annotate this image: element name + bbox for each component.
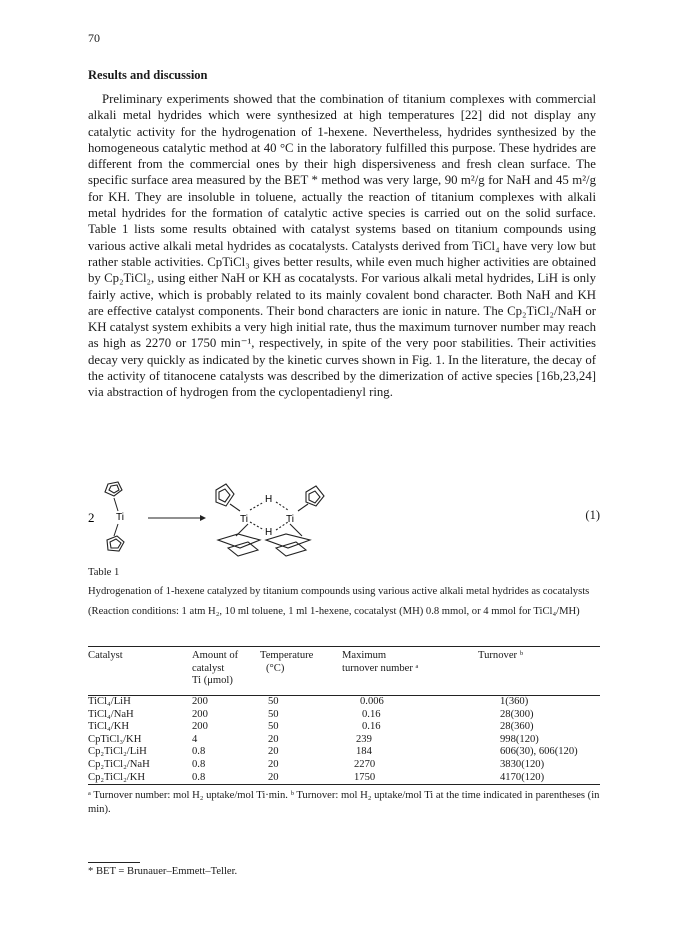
table-row [88,759,600,772]
paragraph: Preliminary experiments showed that the combination of titanium complexes with commercial alkali metal hydrides which were synthesized at high temperatures [22] did not display any catalytic activity for the hydrogenation of 1-hexene. Nevertheless, hydrides synthesized by the homogeneous catalytic method at 40 °C in the laboratory fulfilled this purpose. These hydrides are different from the commercial ones by their high dispersiveness and fresh clean surface. The specific surface area measured by the BET * method was very large, 90 m²/g for NaH and 45 m²/g for KH. They are insoluble in toluene, actually the reaction of titanium complexes with alkali metal hydrides for the formation of catalytic active species is carried out on the solid surface. Table 1 lists some results obtained with catalyst systems based on titanium compounds using various active alkali metal hydrides as cocatalysts. Catalysts derived from TiCl₄ have very low but rather stable activities. CpTiCl₃ gives better results, while even much higher activities are obtained by Cp₂TiCl₂, using either NaH or KH as cocatalysts. For various alkali metal hydrides, LiH is only fairly active, which is probably related to its mainly covalent bond character. Both NaH and KH are effective catalyst components. Their bond characters are ionic in nature. The Cp₂TiCl₂/NaH or KH catalyst system exhibits a very high initial rate, thus the maximum turnover number may reach as high as 2270 or 1750 min⁻¹, respectively, in spite of the very poor stabilities. Their activities decay very quickly as indicated by the kinetic curves shown in Fig. 1. In the literature, the decay of the activity of titanocene catalysts was described by the dimerization of active species [16b,23,24] via abstraction of hydrogen from the cyclopentadienyl ring. [88,92,596,400]
h-label-bottom: H [265,527,273,538]
cell-catalyst: Cp₂TiCl₂/LiH [88,746,147,758]
page-footnote: * BET = Brunauer–Emmett–Teller. [88,866,238,877]
cp-ring-bottom [107,536,124,551]
cell-turnover: 4170(120) [500,771,545,783]
cell-max-turnover: 0.006 [360,696,384,707]
table-row [88,772,600,785]
header-maximum: Maximum turnover number ᵃ [342,650,419,674]
header-catalyst: Catalyst [88,650,123,661]
titanocene-dimerization-diagram [88,478,528,558]
table-row [88,746,600,759]
cell-amount: 200 [192,708,208,720]
cell-turnover: 1(360) [500,696,529,707]
cell-amount: 200 [192,696,208,707]
equation-number: (1) [585,508,600,522]
table-row [88,734,600,747]
cell-temperature: 50 [268,721,279,733]
cp-ring-top [105,482,122,496]
ti-label-left: Ti [240,514,248,525]
cell-catalyst: CpTiCl₃/KH [88,733,142,745]
cell-turnover: 28(360) [500,721,534,733]
cell-catalyst: Cp₂TiCl₂/KH [88,771,146,783]
table-row [88,696,600,709]
table-title: Hydrogenation of 1-hexene catalyzed by titanium compounds using various active alkali metal hydrides as cocatalysts [88,586,590,598]
cell-turnover: 3830(120) [500,758,545,770]
h-label-top: H [265,494,273,505]
table-bottom-rule [88,784,600,785]
cell-max-turnover: 2270 [354,758,376,770]
table-footnote: ᵃ Turnover number: mol H₂ uptake/mol Ti·min. ᵇ Turnover: mol H₂ uptake/mol Ti at the time indicated in parentheses (in min). [88,790,600,815]
section-heading: Results and discussion [88,68,208,82]
header-amount: Amount of catalyst Ti (μmol) [192,650,239,686]
header-turnover: Turnover ᵇ [478,650,523,661]
cell-temperature: 20 [268,733,279,745]
cell-amount: 0.8 [192,771,206,783]
cell-max-turnover: 0.16 [362,708,381,720]
ti-bond-bottom [114,524,118,536]
cell-temperature: 20 [268,771,279,783]
table-caption [88,566,600,624]
ti-label-right: Ti [286,514,294,525]
cell-temperature: 20 [268,746,279,758]
cell-catalyst: Cp₂TiCl₂/NaH [88,758,150,770]
body-text [88,91,596,401]
cell-catalyst: TiCl₄/KH [88,721,129,733]
ti-label: Ti [116,512,124,523]
cell-turnover: 606(30), 606(120) [500,746,578,758]
page-number: 70 [88,31,100,45]
results-table [88,646,600,816]
cell-temperature: 50 [268,708,279,720]
table-label: Table 1 [88,567,120,578]
cell-amount: 200 [192,721,208,733]
cell-max-turnover: 184 [356,746,372,758]
cell-max-turnover: 239 [356,733,372,745]
cell-amount: 0.8 [192,746,206,758]
cell-turnover: 28(300) [500,708,534,720]
scheme-coefficient: 2 [88,510,95,525]
cell-max-turnover: 1750 [354,771,376,783]
cell-catalyst: TiCl₄/LiH [88,696,131,707]
cell-amount: 0.8 [192,758,206,770]
cell-temperature: 20 [268,758,279,770]
cell-amount: 4 [192,733,198,745]
arrow-head [200,515,206,521]
cell-max-turnover: 0.16 [362,721,381,733]
table-conditions: (Reaction conditions: 1 atm H₂, 10 ml toluene, 1 ml 1-hexene, cocatalyst (MH) 0.8 mmol, or 4 mmol for TiCl₄/MH) [88,605,580,617]
table-row [88,709,600,722]
table-body [88,696,600,784]
table-header [88,647,600,695]
cell-catalyst: TiCl₄/NaH [88,708,134,720]
cell-temperature: 50 [268,696,279,707]
header-temperature: Temperature (°C) [260,650,314,674]
table-row [88,721,600,734]
footnote-rule [88,862,140,863]
cell-turnover: 998(120) [500,733,539,745]
ti-bond-top [114,498,118,511]
reaction-scheme [88,478,600,558]
